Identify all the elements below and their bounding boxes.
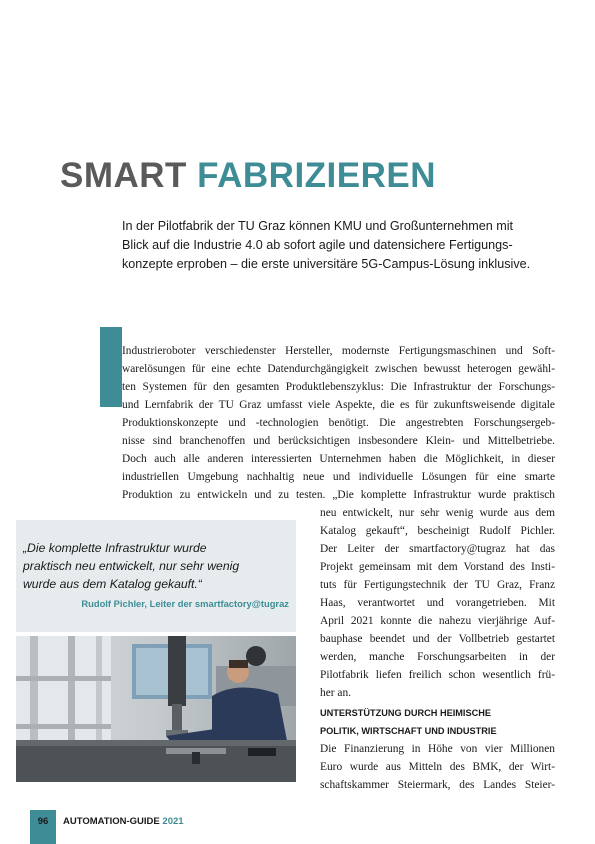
body-line: neu entwickelt, nur sehr wenig wurde aus dem <box>320 507 555 519</box>
lead-line: Blick auf die Industrie 4.0 ab sofort agile und datensichere Fertigungs- <box>122 238 513 252</box>
body-line: ten Systemen für den gesamten Produktlebenszyklus: Die Infrastruktur der Forschungs- <box>122 381 555 393</box>
quote-line: wurde aus dem Katalog gekauft.“ <box>23 577 202 591</box>
factory-photo <box>16 636 296 782</box>
body-line: Produktionskonzepte und -technologien benötigt. Die angestrebten Forschungsergeb- <box>122 417 555 429</box>
footer-publication <box>63 816 184 827</box>
footer-guide-name: AUTOMATION-GUIDE <box>63 816 160 827</box>
quote-line: „Die komplette Infrastruktur wurde <box>23 541 207 555</box>
body-line: Projekt gemeinsam mit dem Vorstand des Insti- <box>320 561 555 573</box>
body-line: nisse sind branchenoffen und berücksichtigen insbesondere Klein- und Mittelbetriebe. <box>122 435 555 447</box>
lead-line: konzepte erproben – die erste universitäre 5G-Campus-Lösung inklusive. <box>122 257 531 271</box>
title-part-2: FABRIZIEREN <box>197 156 437 195</box>
body-line: warelösungen für eine echte Datendurchgängigkeit zwischen bewusst heterogen gewähl- <box>122 363 555 375</box>
subheading-line: POLITIK, WIRTSCHAFT UND INDUSTRIE <box>320 726 497 736</box>
body-line: Haas, verantwortet und vorangetrieben. Mit <box>320 597 555 609</box>
quote-line: praktisch neu entwickelt, nur sehr wenig <box>23 559 240 573</box>
factory-photo-illustration <box>16 636 296 782</box>
title-part-1: SMART <box>60 156 187 195</box>
body-line: Produktion zu entwickeln und zu testen. „Die komplette Infrastruktur wurde praktisch <box>122 489 555 501</box>
body-line: April 2021 konnte die nahezu vierjährige Auf- <box>320 615 555 627</box>
pull-quote <box>23 539 293 593</box>
body-line: tuts für Fertigungstechnik der TU Graz, Franz <box>320 579 555 591</box>
footer-year: 2021 <box>162 816 184 827</box>
body-line: bauphase beendet und der Vollbetrieb gestartet <box>320 633 555 645</box>
quote-author: Rudolf Pichler, Leiter der smartfactory@tugraz <box>81 598 289 609</box>
body-line: Die Finanzierung in Höhe von vier Millionen <box>320 743 555 755</box>
body-line: Katalog gekauft“, bescheinigt Rudolf Pichler. <box>320 525 555 537</box>
accent-bar <box>100 327 122 407</box>
subheading-line: UNTERSTÜTZUNG DURCH HEIMISCHE <box>320 708 491 718</box>
body-line: Industrieroboter verschiedenster Hersteller, modernste Fertigungsmaschinen und Soft- <box>122 345 555 357</box>
lead-paragraph <box>122 217 552 274</box>
body-line: Pilotfabrik liefen freilich schon wesentlich frü- <box>320 669 555 681</box>
body-line: Euro wurde aus Mitteln des BMK, der Wirt- <box>320 761 555 773</box>
page-title <box>60 156 436 196</box>
lead-line: In der Pilotfabrik der TU Graz können KMU und Großunternehmen mit <box>122 219 514 233</box>
body-line: werden, manche Forschungsarbeiten in der <box>320 651 555 663</box>
page-number: 96 <box>37 816 49 827</box>
body-line: Der Leiter der smartfactory@tugraz hat das <box>320 543 555 555</box>
body-line: industriellen Umgebung nachhaltig neue und individuelle Lösungen für eine smarte <box>122 471 555 483</box>
body-line: her an. <box>320 687 351 699</box>
body-line: Doch auch alle anderen interessierten Unternehmen haben die Möglichkeit, in dieser <box>122 453 555 465</box>
body-line: und Lernfabrik der TU Graz umfasst viele Aspekte, die es für zukunftsweisende digitale <box>122 399 555 411</box>
body-line: schaftskammer Steiermark, des Landes Steier- <box>320 779 555 791</box>
